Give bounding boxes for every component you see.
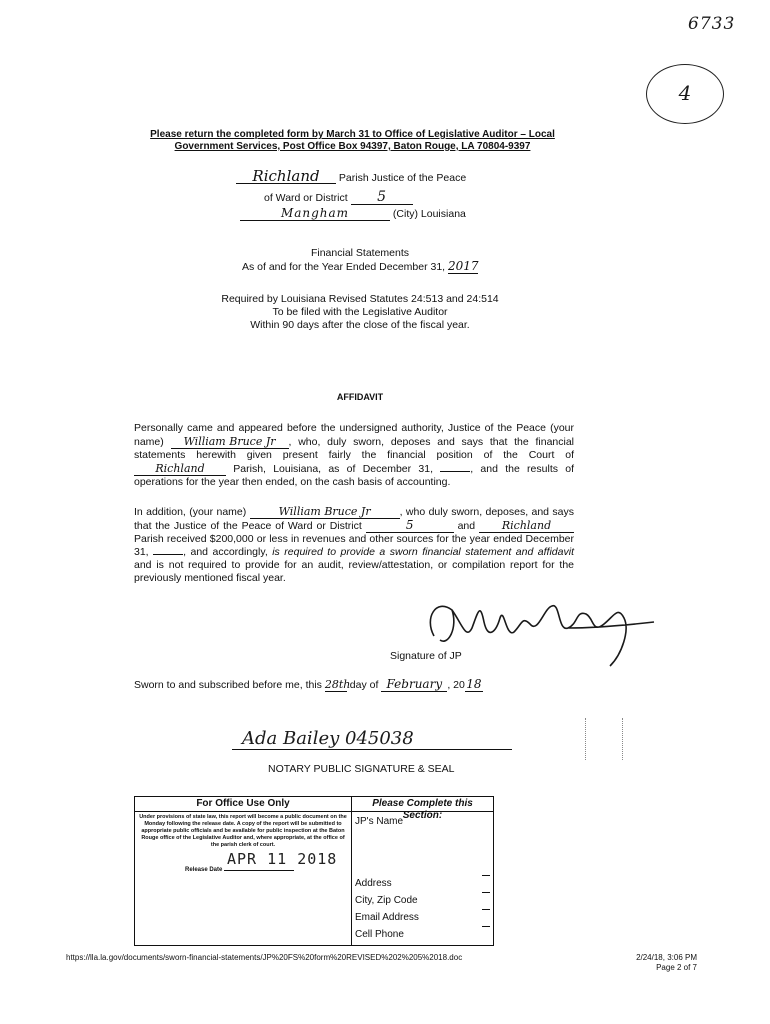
req-line-1: Required by Louisiana Revised Statutes 24:513 and 24:514	[221, 293, 499, 305]
p2-text-c: and	[457, 520, 476, 532]
email-label: Email Address	[355, 912, 419, 923]
jp-signature-label: Signature of JP	[390, 650, 462, 662]
sworn-text-a: Sworn to and subscribed before me, this	[134, 679, 322, 691]
cell-phone-label: Cell Phone	[355, 929, 404, 940]
p2-name-value: William Bruce Jr	[250, 505, 400, 519]
fs-line-2	[200, 260, 520, 274]
p2-italic-text: is required to provide a sworn financial statement and affidavit	[272, 546, 574, 558]
city-line	[240, 207, 490, 221]
p2-parish-value: Richland	[479, 519, 574, 533]
sworn-line	[134, 678, 574, 692]
sworn-text-b: day of	[349, 679, 379, 691]
complete-section-heading: Please Complete this Section:	[372, 798, 473, 821]
release-date-line	[185, 867, 345, 873]
sworn-year-value: 18	[466, 677, 482, 691]
field-tick-3	[482, 909, 490, 910]
received-date-stamp: APR 11 2018	[227, 850, 338, 868]
faint-side-marks	[585, 718, 623, 760]
parish-line	[236, 167, 496, 185]
p2-text-f: and is not required to provide for an audit, review/attestation, or compilation report for the previously mentioned fiscal year.	[134, 559, 574, 584]
return-line-1: Please return the completed form by March 31 to Office of Legislative Auditor – Local	[150, 129, 555, 140]
affidavit-paragraph-1	[134, 422, 574, 489]
jp-name-value: William Bruce Jr	[171, 435, 289, 449]
statute-requirement	[180, 293, 540, 332]
year-value: 2017	[448, 259, 479, 273]
return-instructions	[130, 129, 575, 153]
footer-page: Page 2 of 7	[656, 963, 697, 972]
ward-value: 5	[351, 191, 413, 205]
sworn-month-value: February	[381, 678, 447, 692]
office-use-heading: For Office Use Only	[196, 798, 290, 809]
p1-text-c: Parish, Louisiana, as of December 31,	[233, 463, 433, 475]
financial-statements-title	[200, 247, 520, 274]
office-use-box	[134, 796, 494, 946]
affidavit-paragraph-2	[134, 505, 574, 585]
sworn-text-c: , 20	[447, 679, 465, 691]
p2-text-e: , and accordingly,	[183, 546, 268, 558]
ward-line	[264, 191, 464, 205]
sworn-day-value: 28th	[324, 678, 351, 691]
city-value: Mangham	[240, 207, 390, 221]
affidavit-heading: AFFIDAVIT	[336, 392, 384, 402]
city-zip-label: City, Zip Code	[355, 895, 418, 906]
field-tick-2	[482, 892, 490, 893]
footer-date: 2/24/18, 3:06 PM	[636, 953, 697, 962]
fs-line-1: Financial Statements	[310, 247, 410, 259]
p2-text-a: In addition, (your name)	[134, 506, 247, 518]
return-line-2: Government Services, Post Office Box 94397, Baton Rouge, LA 70804-9397	[174, 141, 531, 152]
parish-label: Parish Justice of the Peace	[338, 172, 467, 184]
circled-page-number	[646, 64, 724, 124]
ward-label: of Ward or District	[264, 192, 348, 204]
parish-value: Richland	[236, 170, 336, 184]
release-date-blank	[224, 870, 294, 871]
city-label: (City) Louisiana	[392, 208, 466, 220]
release-date-label: Release Date	[185, 867, 223, 873]
req-line-3: Within 90 days after the close of the fiscal year.	[250, 319, 470, 331]
court-parish-value: Richland	[134, 462, 226, 476]
address-label: Address	[355, 878, 392, 889]
circled-number-text: 4	[678, 81, 692, 105]
notary-label: NOTARY PUBLIC SIGNATURE & SEAL	[268, 763, 455, 775]
field-tick-4	[482, 926, 490, 927]
p2-district-value: 5	[366, 519, 454, 533]
req-line-2: To be filed with the Legislative Auditor	[272, 306, 448, 318]
footer-url: https://lla.la.gov/documents/sworn-financial-statements/JP%20FS%20form%20REVISED%202%205%2018.doc	[66, 953, 463, 962]
p2-year-blank	[153, 554, 183, 555]
p1-text-a: Personally came and appeared before the undersigned authority, Justice of the Peace (your name)	[134, 422, 574, 448]
p2-text-b: , who duly sworn, deposes, and says that the Justice of the Peace of Ward or District	[134, 506, 574, 532]
p1-text-b: , who, duly sworn, deposes and says that the financial statements herewith given present fairly the financial position of the Court of	[134, 436, 575, 461]
public-document-notice: Under provisions of state law, this report will become a public document on the Monday following the release date. A copy of the report will be submitted to appropriate public officials and be available for public inspection at the Baton Rouge office of the Legislative Auditor and, where appropriate, at the office of the parish clerk of court.	[139, 814, 347, 848]
p1-year-blank	[440, 471, 470, 472]
footer-date-page	[600, 953, 697, 973]
notary-signature: Ada Bailey 045038	[232, 728, 512, 750]
p2-text-d: Parish received $200,000 or less in revenues and other sources for the year ended December 31,	[134, 533, 574, 558]
handwritten-document-number: 6733	[688, 14, 736, 34]
fs-line-2-text: As of and for the Year Ended December 31,	[241, 261, 446, 273]
field-tick-1	[482, 875, 490, 876]
p1-text-d: , and the results of operations for the year then ended, on the cash basis of accounting.	[134, 463, 574, 488]
jp-name-label: JP's Name	[355, 816, 404, 827]
